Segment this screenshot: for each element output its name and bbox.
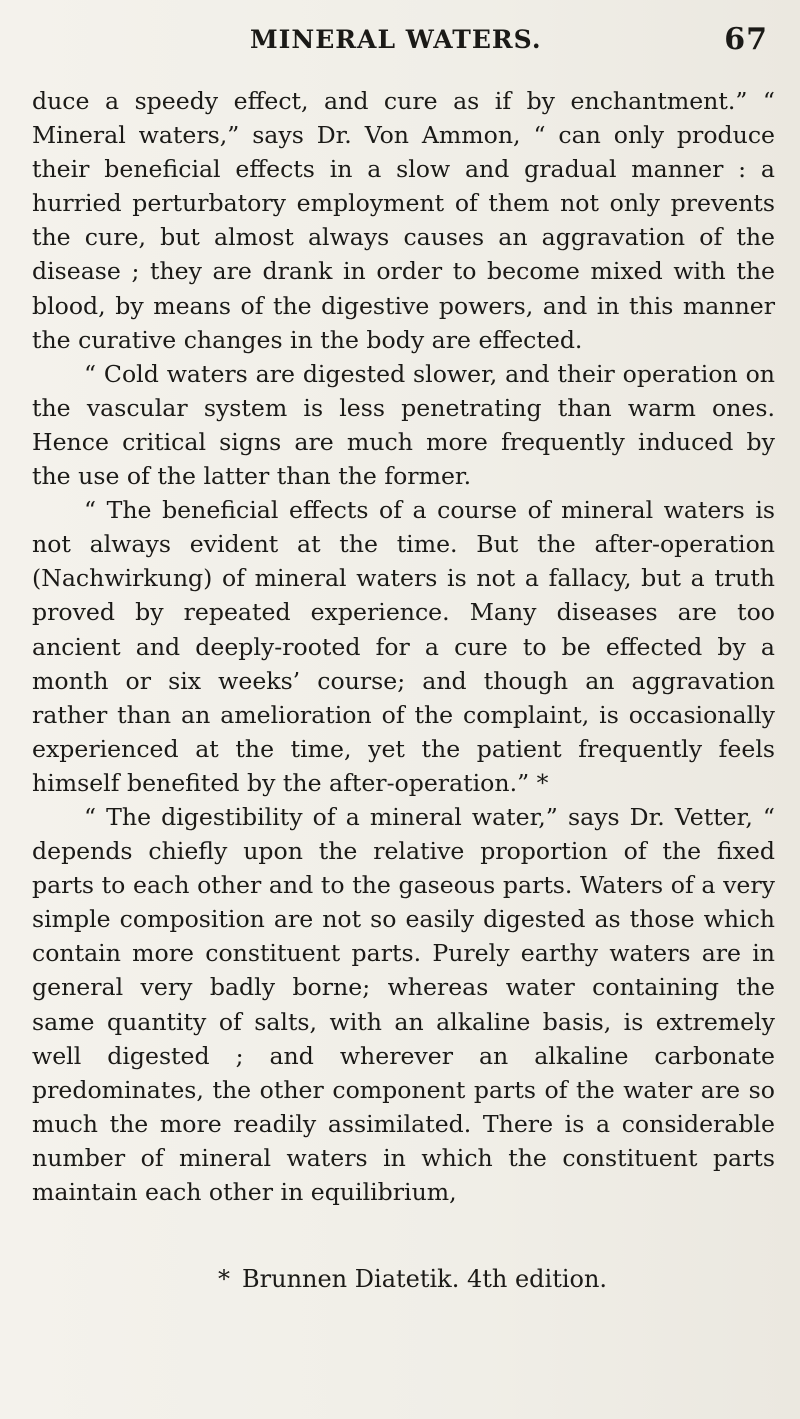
paragraph-1: duce a speedy effect, and cure as if by enchantment.” “ Mineral waters,” says Dr. Von Ammon, “ can only produce their beneficial effects in a slow and gradual manner : a hurried perturbatory employment of them not only prevents the cure, but almost always causes an aggravation of the disease ; they are drank in order to become mixed with the blood, by means of the digestive powers, and in this manner the curative changes in the body are effected. — [32, 87, 775, 354]
body-text — [32, 84, 775, 1209]
footnote-text: Brunnen Diatetik. 4th edition. — [242, 1265, 608, 1293]
page-number: 67 — [724, 22, 768, 57]
footnote — [218, 1262, 607, 1296]
paragraph-4: “ The digestibility of a mineral water,” says Dr. Vetter, “ depends chiefly upon the relative proportion of the fixed parts to each other and to the gaseous parts. Waters of a very simple composition are not so easily digested as those which contain more constituent parts. Purely earthy waters are in general very badly borne; whereas water containing the same quantity of salts, with an alkaline basis, is extremely well digested ; and wherever an alkaline carbonate predominates, the other component parts of the water are so much the more readily assimilated. There is a considerable number of mineral waters in which the constituent parts maintain each other in equilibrium, — [32, 802, 775, 1206]
running-title: MINERAL WATERS. — [250, 25, 542, 54]
running-head — [250, 18, 768, 62]
footnote-marker: * — [218, 1265, 230, 1293]
paragraph-3: “ The beneficial effects of a course of mineral waters is not always evident at the time. But the after-operation (Nachwirkung) of mineral waters is not a fallacy, but a truth proved by repeated experience. Many diseases are too ancient and deeply-rooted for a cure to be effected by a month or six weeks’ course; and though an aggravation rather than an amelioration of the complaint, is occasionally experienced at the time, yet the patient frequently feels himself benefited by the after-operation.” * — [32, 496, 775, 797]
paragraph-2: “ Cold waters are digested slower, and their operation on the vascular system is less penetrating than warm ones. Hence critical signs are much more frequently induced by the use of the latter than the former. — [32, 359, 775, 491]
